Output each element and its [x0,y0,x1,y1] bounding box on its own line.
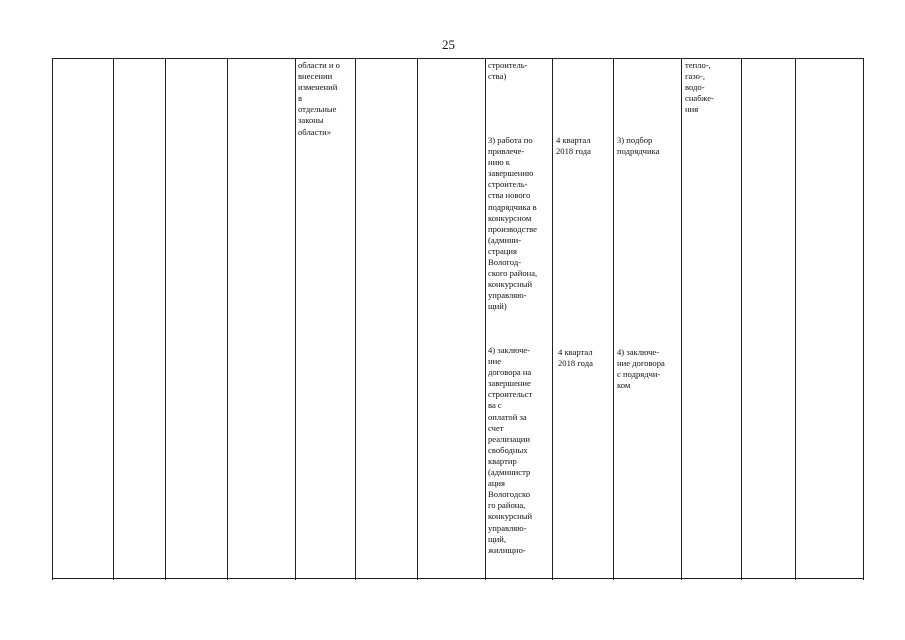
measure-item-3: 3) работа по привлече- нию к завершению строитель- ства нового подрядчика в конкурсном производстве (админи- страция Вологод- ского района, конкурсный управляю- щий) [488,135,538,312]
term-item-4: 4 квартал 2018 года [558,347,593,369]
measure-continuation-text: строитель- ства) [488,60,528,82]
page-number: 25 [442,37,455,52]
term-item-3: 4 квартал 2018 года [556,135,591,157]
table-bottom-border [52,578,864,579]
column-divider [165,58,166,580]
column-divider [113,58,114,580]
column-divider [795,58,796,580]
result-item-3: 3) подбор подрядчика [617,135,660,157]
column-divider [681,58,682,580]
column-divider [613,58,614,580]
column-divider [741,58,742,580]
utilities-cell-text: тепло-, газо-, водо- снабже- ния [685,60,714,115]
column-divider [485,58,486,580]
column-divider [227,58,228,580]
column-divider [52,58,53,580]
column-divider [355,58,356,580]
column-divider [552,58,553,580]
result-item-4: 4) заключе- ние договора с подрядчи- ком [617,347,665,391]
column-divider [295,58,296,580]
column-divider [417,58,418,580]
document-table [52,58,864,580]
column-divider [863,58,864,580]
law-cell-text: области и о внесении изменений в отдельные законы области» [298,60,340,137]
measure-item-4: 4) заключе- ние договора на завершение строительст ва с оплатой за счет реализации свободных квартир (администр ация Вологодско го района, конкурсный управляю- щий, жилищно- [488,345,533,555]
table-top-border [52,58,864,59]
